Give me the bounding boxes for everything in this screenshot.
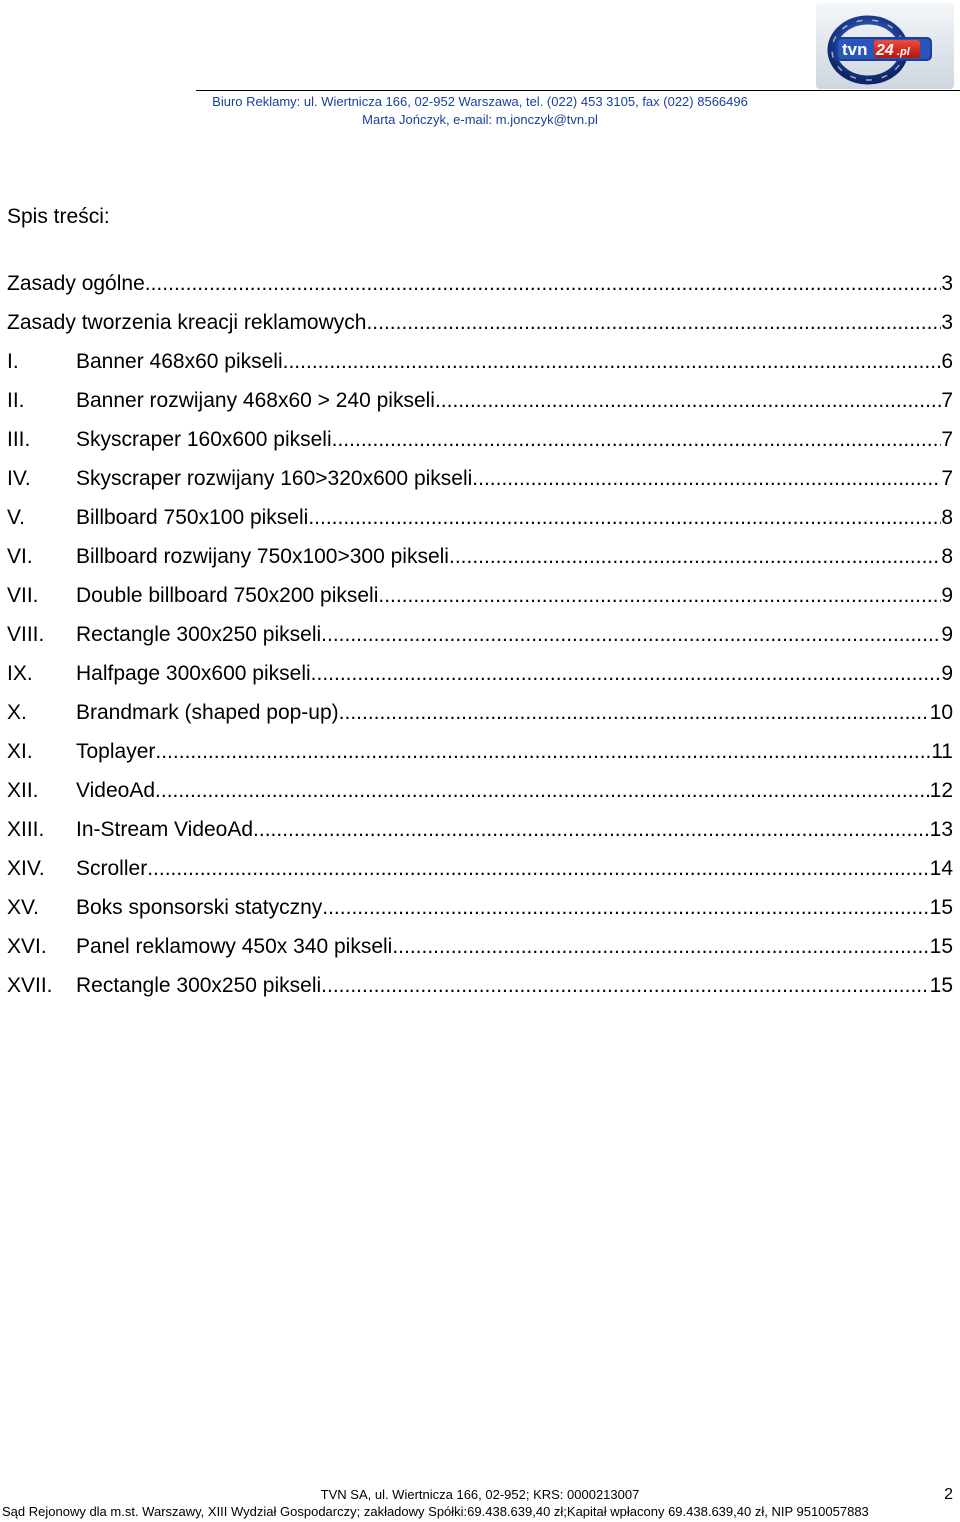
toc-entry-title: Double billboard 750x200 pikseli	[76, 584, 379, 607]
toc-leader-dots	[283, 348, 942, 376]
toc-entry[interactable]	[7, 502, 953, 541]
toc-heading: Spis treści:	[7, 205, 110, 228]
toc-entry-number: VII.	[7, 584, 39, 607]
toc-leader-dots	[322, 894, 929, 922]
toc-leader-dots	[332, 426, 942, 454]
toc-entry-page: 9	[941, 584, 953, 607]
header-contact	[196, 93, 764, 129]
toc-entry[interactable]	[7, 697, 953, 736]
toc-entry-title: VideoAd	[76, 779, 156, 802]
toc-entry-title: Halfpage 300x600 pikseli	[76, 662, 311, 685]
toc-entry[interactable]	[7, 892, 953, 931]
header-divider	[196, 90, 960, 91]
toc-entry-number: VI.	[7, 545, 33, 568]
toc-leader-dots	[392, 933, 929, 961]
toc-entry-title: Zasady tworzenia kreacji reklamowych	[7, 311, 367, 334]
header-contact-person: Marta Jończyk, e-mail: m.jonczyk@tvn.pl	[362, 112, 598, 127]
toc-entry-number: XVII.	[7, 974, 53, 997]
toc-leader-dots	[339, 699, 930, 727]
toc-leader-dots	[378, 582, 941, 610]
toc-entry-title: Banner 468x60 pikseli	[76, 350, 283, 373]
toc-entry-title: Scroller	[76, 857, 148, 880]
toc-leader-dots	[147, 855, 929, 883]
toc-entry-title: Billboard 750x100 pikseli	[76, 506, 309, 529]
toc-entry-title: Zasady ogólne	[7, 272, 145, 295]
toc-leader-dots	[253, 816, 930, 844]
toc-entry-page: 7	[941, 389, 953, 412]
toc-entry-page: 15	[929, 974, 953, 997]
toc-leader-dots	[308, 504, 941, 532]
toc-entry-number: V.	[7, 506, 25, 529]
toc-entry-page: 15	[929, 896, 953, 919]
toc-entry-number: XV.	[7, 896, 39, 919]
toc-entry-title: Rectangle 300x250 pikseli	[76, 623, 322, 646]
toc-entry-title: In-Stream VideoAd	[76, 818, 254, 841]
toc-entry[interactable]	[7, 307, 953, 346]
toc-entry-title: Brandmark (shaped pop-up)	[76, 701, 339, 724]
toc-entry-number: IV.	[7, 467, 31, 490]
toc-leader-dots	[155, 777, 930, 805]
tvn24-logo	[816, 3, 954, 89]
toc-entry-title: Rectangle 300x250 pikseli	[76, 974, 322, 997]
svg-text:.pl: .pl	[897, 46, 910, 58]
toc-entry-number: I.	[7, 350, 19, 373]
toc-entry-title: Skyscraper rozwijany 160>320x600 pikseli	[76, 467, 473, 490]
toc-entry-title: Banner rozwijany 468x60 > 240 pikseli	[76, 389, 435, 412]
toc-entry-number: IX.	[7, 662, 33, 685]
toc-entry-number: XI.	[7, 740, 33, 763]
toc-entry-page: 9	[941, 623, 953, 646]
toc-entry-title: Toplayer	[76, 740, 156, 763]
toc-entry-page: 13	[929, 818, 953, 841]
toc-entry-page: 12	[929, 779, 953, 802]
toc-entry-page: 10	[929, 701, 953, 724]
toc-entry[interactable]	[7, 385, 953, 424]
toc-entry-number: XVI.	[7, 935, 47, 958]
toc-entry[interactable]	[7, 658, 953, 697]
toc-entry-number: III.	[7, 428, 31, 451]
toc-entry-page: 3	[941, 272, 953, 295]
toc-entry[interactable]	[7, 775, 953, 814]
svg-text:tvn: tvn	[842, 40, 868, 59]
toc-entry-page: 3	[941, 311, 953, 334]
toc-entry-title: Panel reklamowy 450x 340 pikseli	[76, 935, 393, 958]
toc-entry[interactable]	[7, 346, 953, 385]
svg-text:24: 24	[876, 42, 894, 59]
toc-entry[interactable]	[7, 931, 953, 970]
tvn24-logo-graphic	[816, 3, 954, 89]
toc-entry[interactable]	[7, 541, 953, 580]
toc-entry-page: 7	[941, 467, 953, 490]
toc-leader-dots	[145, 270, 942, 298]
toc-entry-page: 9	[941, 662, 953, 685]
toc-entry[interactable]	[7, 268, 953, 307]
toc-entry[interactable]	[7, 619, 953, 658]
toc-entry-number: II.	[7, 389, 25, 412]
toc-entry-title: Billboard rozwijany 750x100>300 pikseli	[76, 545, 449, 568]
toc-entry[interactable]	[7, 736, 953, 775]
toc-entry[interactable]	[7, 970, 953, 1009]
footer-company-info: TVN SA, ul. Wiertnicza 166, 02-952; KRS: 0000213007	[320, 1487, 640, 1502]
toc-entry[interactable]	[7, 580, 953, 619]
toc-leader-dots	[449, 543, 941, 571]
toc-leader-dots	[321, 972, 929, 1000]
toc-entry-number: X.	[7, 701, 27, 724]
toc-entry-number: XIV.	[7, 857, 45, 880]
toc-entry-page: 11	[931, 740, 953, 763]
toc-leader-dots	[155, 738, 931, 766]
toc-leader-dots	[435, 387, 941, 415]
toc-leader-dots	[311, 660, 942, 688]
toc-entry-number: VIII.	[7, 623, 45, 646]
toc-entry-number: XIII.	[7, 818, 45, 841]
toc-leader-dots	[472, 465, 941, 493]
toc-entry-page: 7	[941, 428, 953, 451]
toc-entry-page: 8	[941, 506, 953, 529]
toc-entry-page: 6	[941, 350, 953, 373]
toc-entry[interactable]	[7, 853, 953, 892]
toc-leader-dots	[366, 309, 941, 337]
table-of-contents	[7, 268, 953, 1009]
toc-entry[interactable]	[7, 463, 953, 502]
toc-entry-title: Skyscraper 160x600 pikseli	[76, 428, 332, 451]
toc-entry-page: 15	[929, 935, 953, 958]
footer-registration-info: Sąd Rejonowy dla m.st. Warszawy, XIII Wydział Gospodarczy; zakładowy Spółki:69.438.639,40 zł;Kapitał wpłacony 69.438.639,40 zł, NIP 9510057883	[2, 1504, 869, 1519]
header-address: Biuro Reklamy: ul. Wiertnicza 166, 02-952 Warszawa, tel. (022) 453 3105, fax (022) 8566496	[212, 94, 748, 109]
toc-entry[interactable]	[7, 424, 953, 463]
toc-entry[interactable]	[7, 814, 953, 853]
page-number: 2	[944, 1486, 953, 1503]
toc-entry-page: 8	[941, 545, 953, 568]
toc-entry-title: Boks sponsorski statyczny	[76, 896, 323, 919]
toc-entry-page: 14	[929, 857, 953, 880]
toc-leader-dots	[321, 621, 941, 649]
toc-entry-number: XII.	[7, 779, 39, 802]
